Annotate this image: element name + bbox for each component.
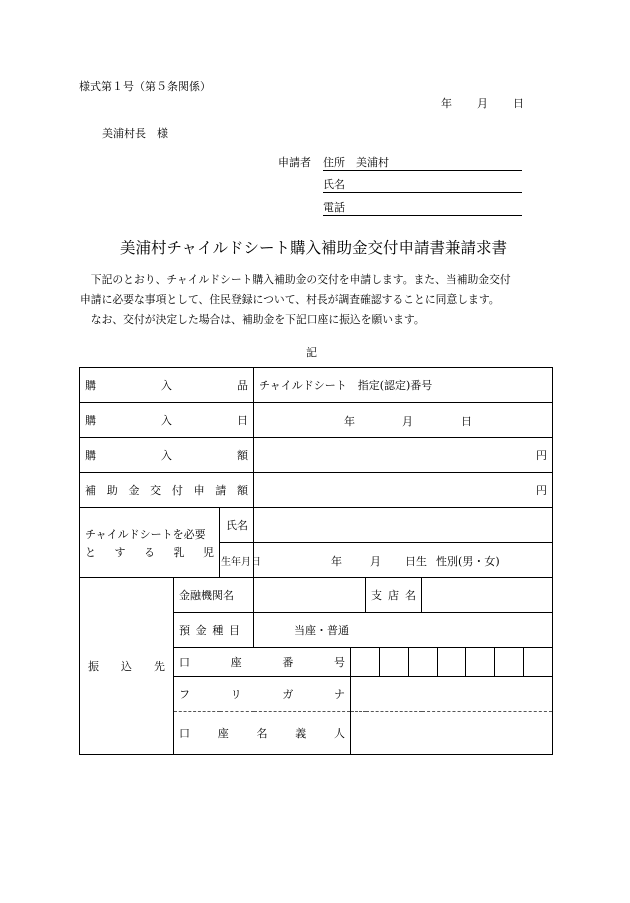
transfer-label: 振 込 先 [80, 578, 174, 755]
phone-label: 電話 [323, 201, 345, 214]
furigana-label: フ リ ガ ナ [174, 677, 351, 712]
branch-name-label: 支 店 名 [366, 578, 422, 613]
body-line-3: なお、交付が決定した場合は、補助金を下記口座に振込を願います。 [80, 313, 425, 326]
deposit-type-label: 預 金 種 目 [174, 613, 254, 648]
account-number-boxes[interactable] [351, 648, 553, 677]
account-holder-label: 口 座 名 義 人 [174, 712, 351, 755]
addressee: 美浦村長 様 [102, 127, 168, 140]
child-birth-value[interactable]: 年 月 日生 性別(男・女) [254, 543, 553, 578]
account-digit-box[interactable] [409, 648, 438, 676]
item-label: 購 入 品 [80, 368, 254, 403]
applicant-address-field[interactable] [323, 154, 522, 171]
account-holder-value[interactable] [351, 712, 553, 755]
child-name-value[interactable] [254, 508, 553, 543]
applicant-phone-field[interactable] [323, 199, 522, 216]
purchase-date-value[interactable]: 年 月 日 [254, 403, 553, 438]
purchase-amount-value[interactable]: 円 [254, 438, 553, 473]
account-digit-box[interactable] [495, 648, 524, 676]
subsidy-amount-value[interactable]: 円 [254, 473, 553, 508]
account-number-label: 口 座 番 号 [174, 648, 351, 677]
body-line-2: 申請に必要な事項として、住民登録について、村長が調査確認することに同意します。 [80, 293, 500, 306]
ki-heading: 記 [306, 346, 317, 359]
bank-name-label: 金融機関名 [174, 578, 254, 613]
child-label: チャイルドシートを必要 と す る 乳 児 [80, 508, 220, 578]
date-month-label: 月 [477, 97, 488, 110]
applicant-name-field[interactable] [323, 176, 522, 193]
account-digit-box[interactable] [380, 648, 409, 676]
branch-name-value[interactable] [422, 578, 553, 613]
bank-name-value[interactable] [254, 578, 366, 613]
account-digit-box[interactable] [351, 648, 380, 676]
body-line-1: 下記のとおり、チャイルドシート購入補助金の交付を申請します。また、当補助金交付 [80, 273, 511, 286]
application-table [79, 367, 553, 755]
applicant-label: 申請者 [278, 156, 311, 169]
subsidy-amount-label: 補 助 金 交 付 申 請 額 [80, 473, 254, 508]
form-number: 様式第１号（第５条関係） [79, 80, 211, 93]
account-digit-box[interactable] [438, 648, 467, 676]
furigana-value[interactable] [351, 677, 553, 712]
date-day-label: 日 [513, 97, 524, 110]
name-label: 氏名 [323, 178, 345, 191]
address-label: 住所 美浦村 [323, 156, 389, 169]
deposit-type-value[interactable]: 当座・普通 [254, 613, 553, 648]
date-year-label: 年 [441, 97, 452, 110]
child-birth-label: 生年月日 [220, 543, 254, 578]
account-digit-box[interactable] [466, 648, 495, 676]
account-digit-box[interactable] [524, 648, 552, 676]
item-value[interactable]: チャイルドシート 指定(認定)番号 [254, 368, 553, 403]
purchase-amount-label: 購 入 額 [80, 438, 254, 473]
document-title: 美浦村チャイルドシート購入補助金交付申請書兼請求書 [120, 239, 508, 257]
purchase-date-label: 購 入 日 [80, 403, 254, 438]
child-name-label: 氏 名 [220, 508, 254, 543]
